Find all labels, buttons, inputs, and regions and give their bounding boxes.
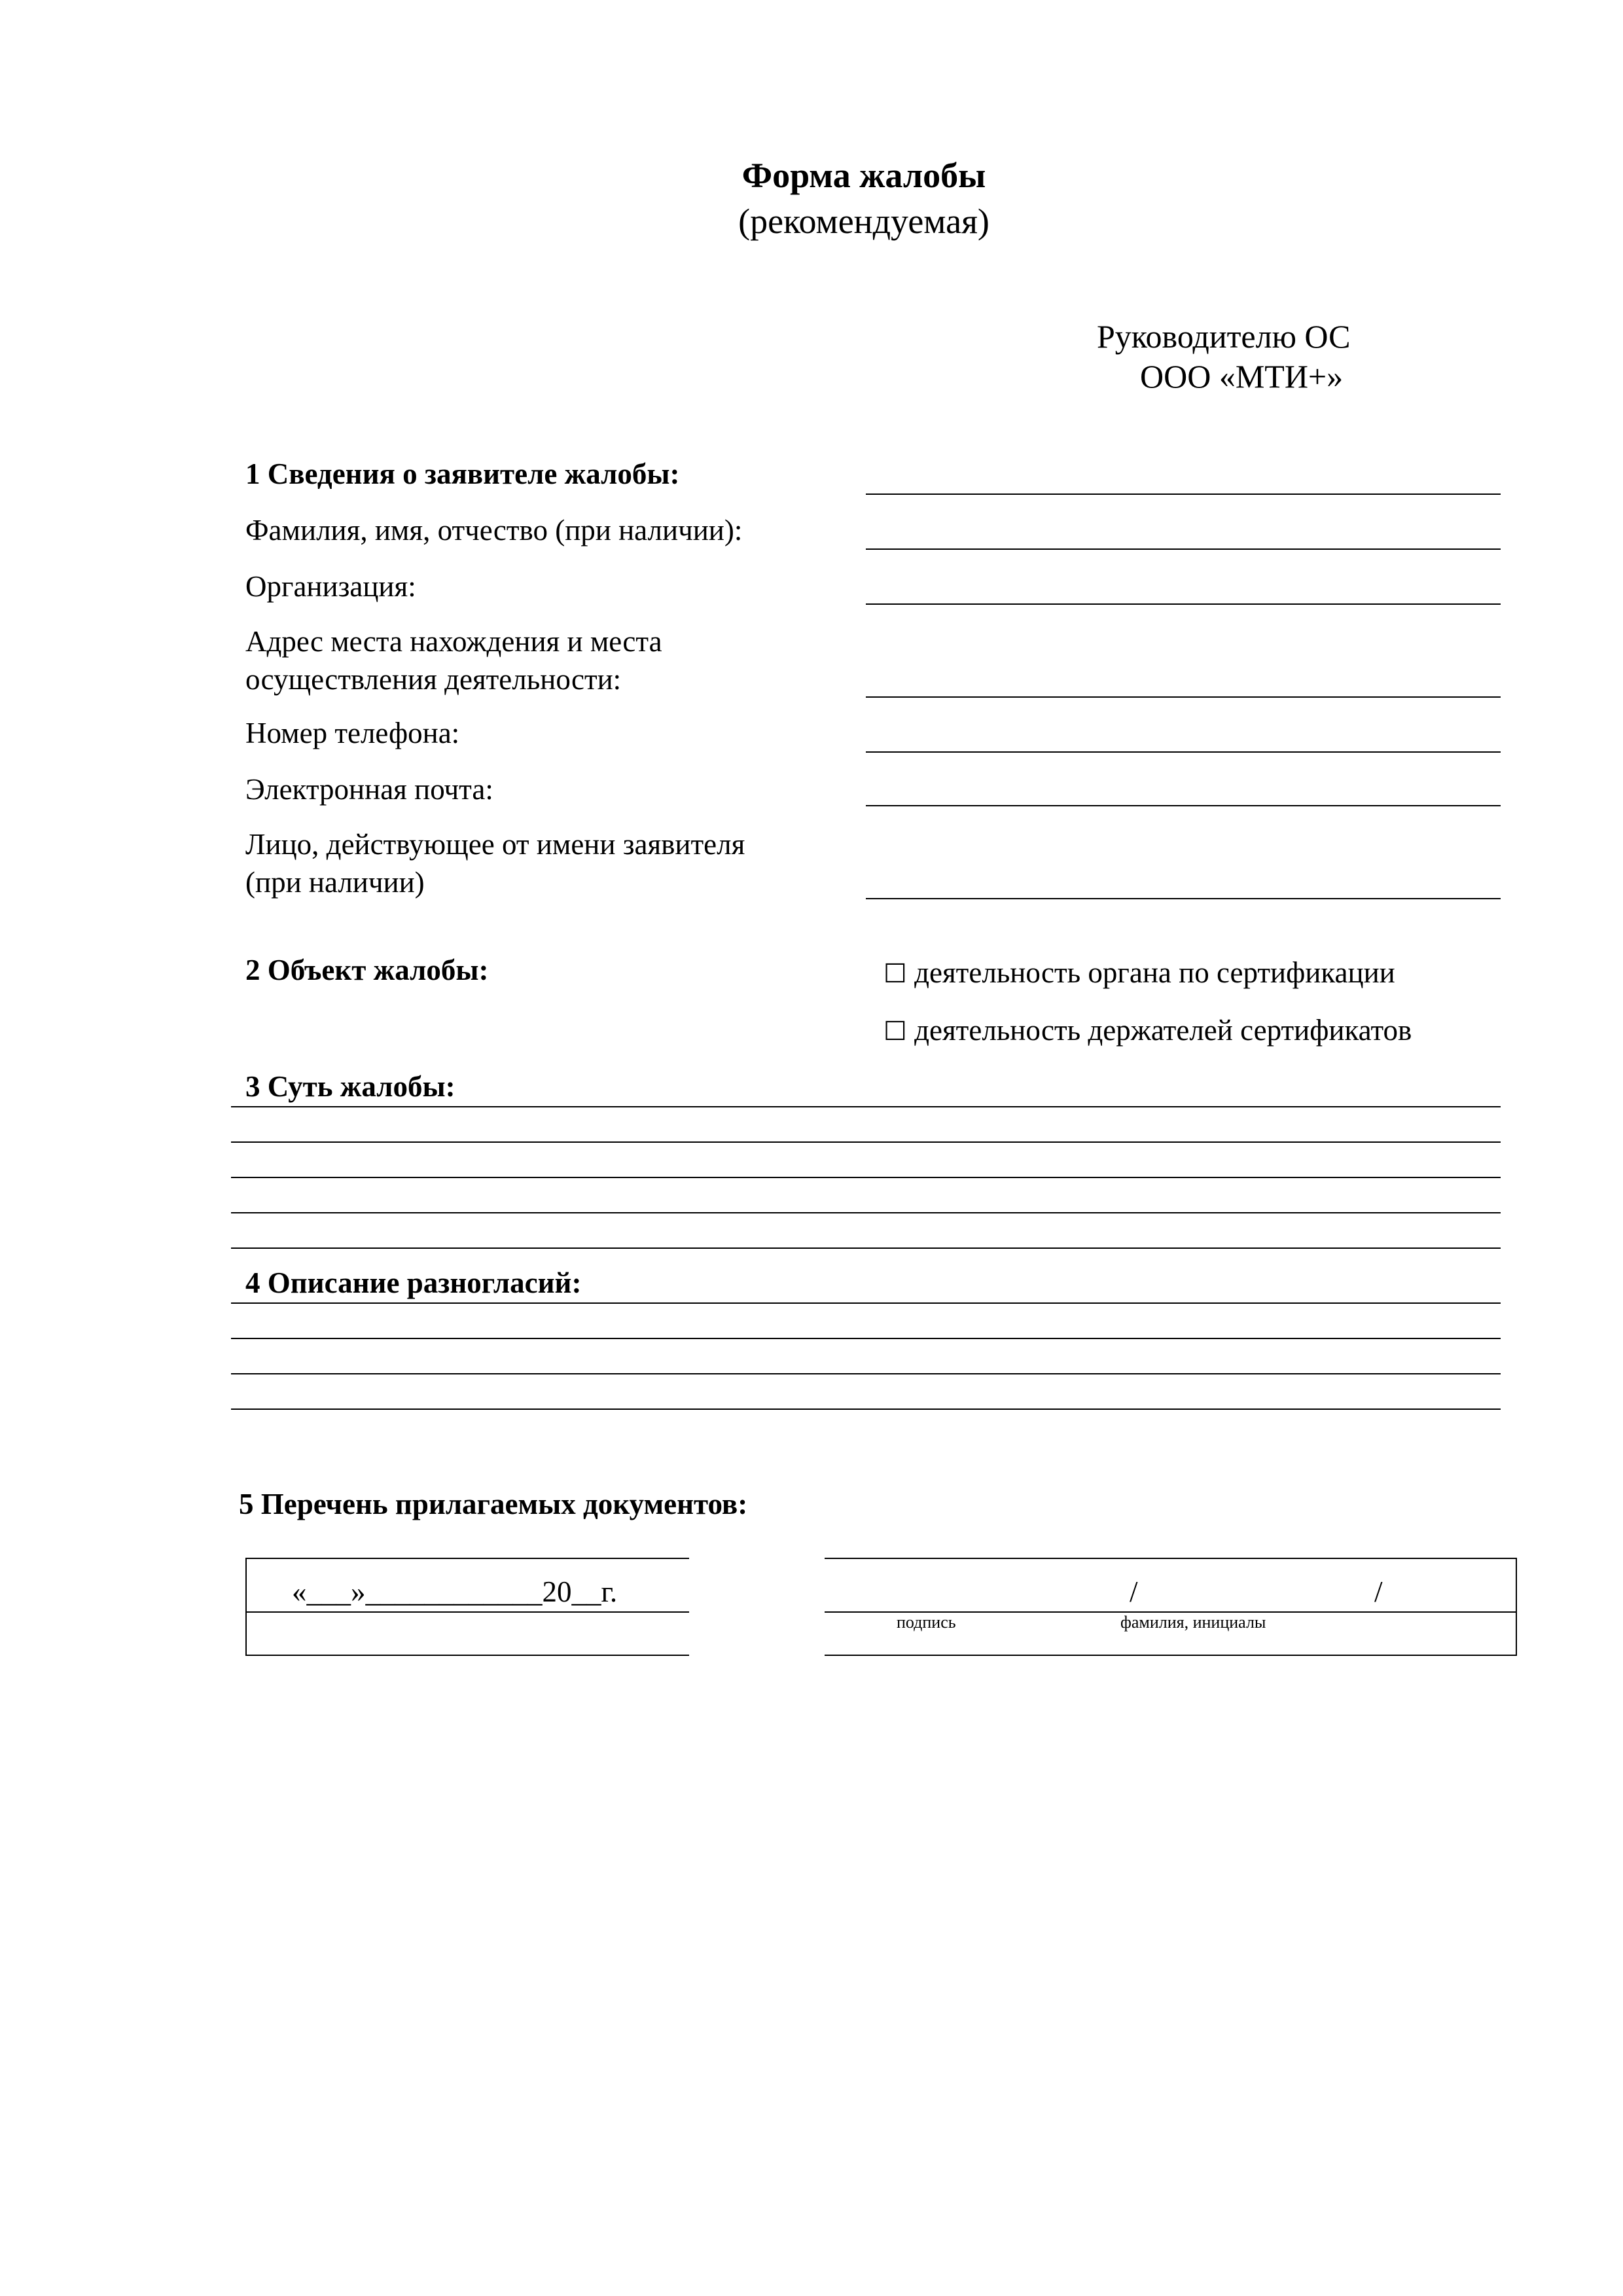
field-line-representative[interactable]	[866, 898, 1501, 899]
signature-slash-2: /	[1374, 1575, 1383, 1608]
date-box-middle	[245, 1611, 689, 1613]
signature-slash-1: /	[1130, 1575, 1138, 1608]
addressee-line1: Руководителю ОС	[1097, 318, 1351, 355]
field-line-fio[interactable]	[866, 548, 1501, 550]
field-line-organization[interactable]	[866, 603, 1501, 605]
checkbox-icon[interactable]: ☐	[883, 959, 907, 989]
field-label-address-2: осуществления деятельности:	[245, 663, 622, 696]
checkbox-icon[interactable]: ☐	[883, 1016, 907, 1047]
field-label-phone: Номер телефона:	[245, 717, 460, 749]
complaint-line[interactable]	[231, 1247, 1501, 1249]
disagreement-line[interactable]	[231, 1338, 1501, 1339]
field-label-representative-2: (при наличии)	[245, 866, 425, 899]
complaint-line[interactable]	[231, 1141, 1501, 1143]
date-field[interactable]: «___»____________20__г.	[292, 1575, 618, 1608]
complaint-line[interactable]	[231, 1106, 1501, 1107]
option-label: деятельность органа по сертификации	[914, 956, 1395, 989]
section2-heading: 2 Объект жалобы:	[245, 954, 489, 986]
field-label-fio: Фамилия, имя, отчество (при наличии):	[245, 514, 743, 547]
section3-heading: 3 Суть жалобы:	[245, 1070, 455, 1103]
section5-heading: 5 Перечень прилагаемых документов:	[239, 1488, 748, 1520]
date-box-top	[245, 1558, 689, 1559]
option-certification-body[interactable]	[883, 954, 1395, 992]
disagreement-line[interactable]	[231, 1373, 1501, 1374]
complaint-line[interactable]	[231, 1177, 1501, 1178]
disagreement-line[interactable]	[231, 1302, 1501, 1304]
page-title: Форма жалобы	[741, 156, 986, 195]
complaint-line[interactable]	[231, 1212, 1501, 1213]
caption-signature: подпись	[897, 1613, 956, 1632]
signature-box-right	[1516, 1558, 1517, 1655]
field-line-address[interactable]	[866, 696, 1501, 698]
section4-heading: 4 Описание разногласий:	[245, 1266, 582, 1299]
section1-heading-line	[866, 493, 1501, 495]
date-box-left	[245, 1558, 247, 1655]
field-label-organization: Организация:	[245, 570, 416, 603]
signature-box-top	[825, 1558, 1517, 1559]
signature-box-bottom	[825, 1655, 1517, 1656]
field-label-email: Электронная почта:	[245, 773, 493, 806]
caption-name: фамилия, инициалы	[1120, 1613, 1266, 1632]
option-certificate-holders[interactable]	[883, 1012, 1412, 1050]
disagreement-line[interactable]	[231, 1408, 1501, 1410]
field-line-phone[interactable]	[866, 751, 1501, 753]
section1-heading: 1 Сведения о заявителе жалобы:	[245, 457, 680, 490]
date-box-bottom	[245, 1655, 689, 1656]
page-subtitle: (рекомендуемая)	[738, 202, 990, 241]
field-line-email[interactable]	[866, 805, 1501, 806]
option-label: деятельность держателей сертификатов	[914, 1014, 1412, 1047]
field-label-representative-1: Лицо, действующее от имени заявителя	[245, 828, 745, 861]
addressee-line2: ООО «МТИ+»	[1140, 358, 1344, 395]
field-label-address-1: Адрес места нахождения и места	[245, 625, 662, 658]
